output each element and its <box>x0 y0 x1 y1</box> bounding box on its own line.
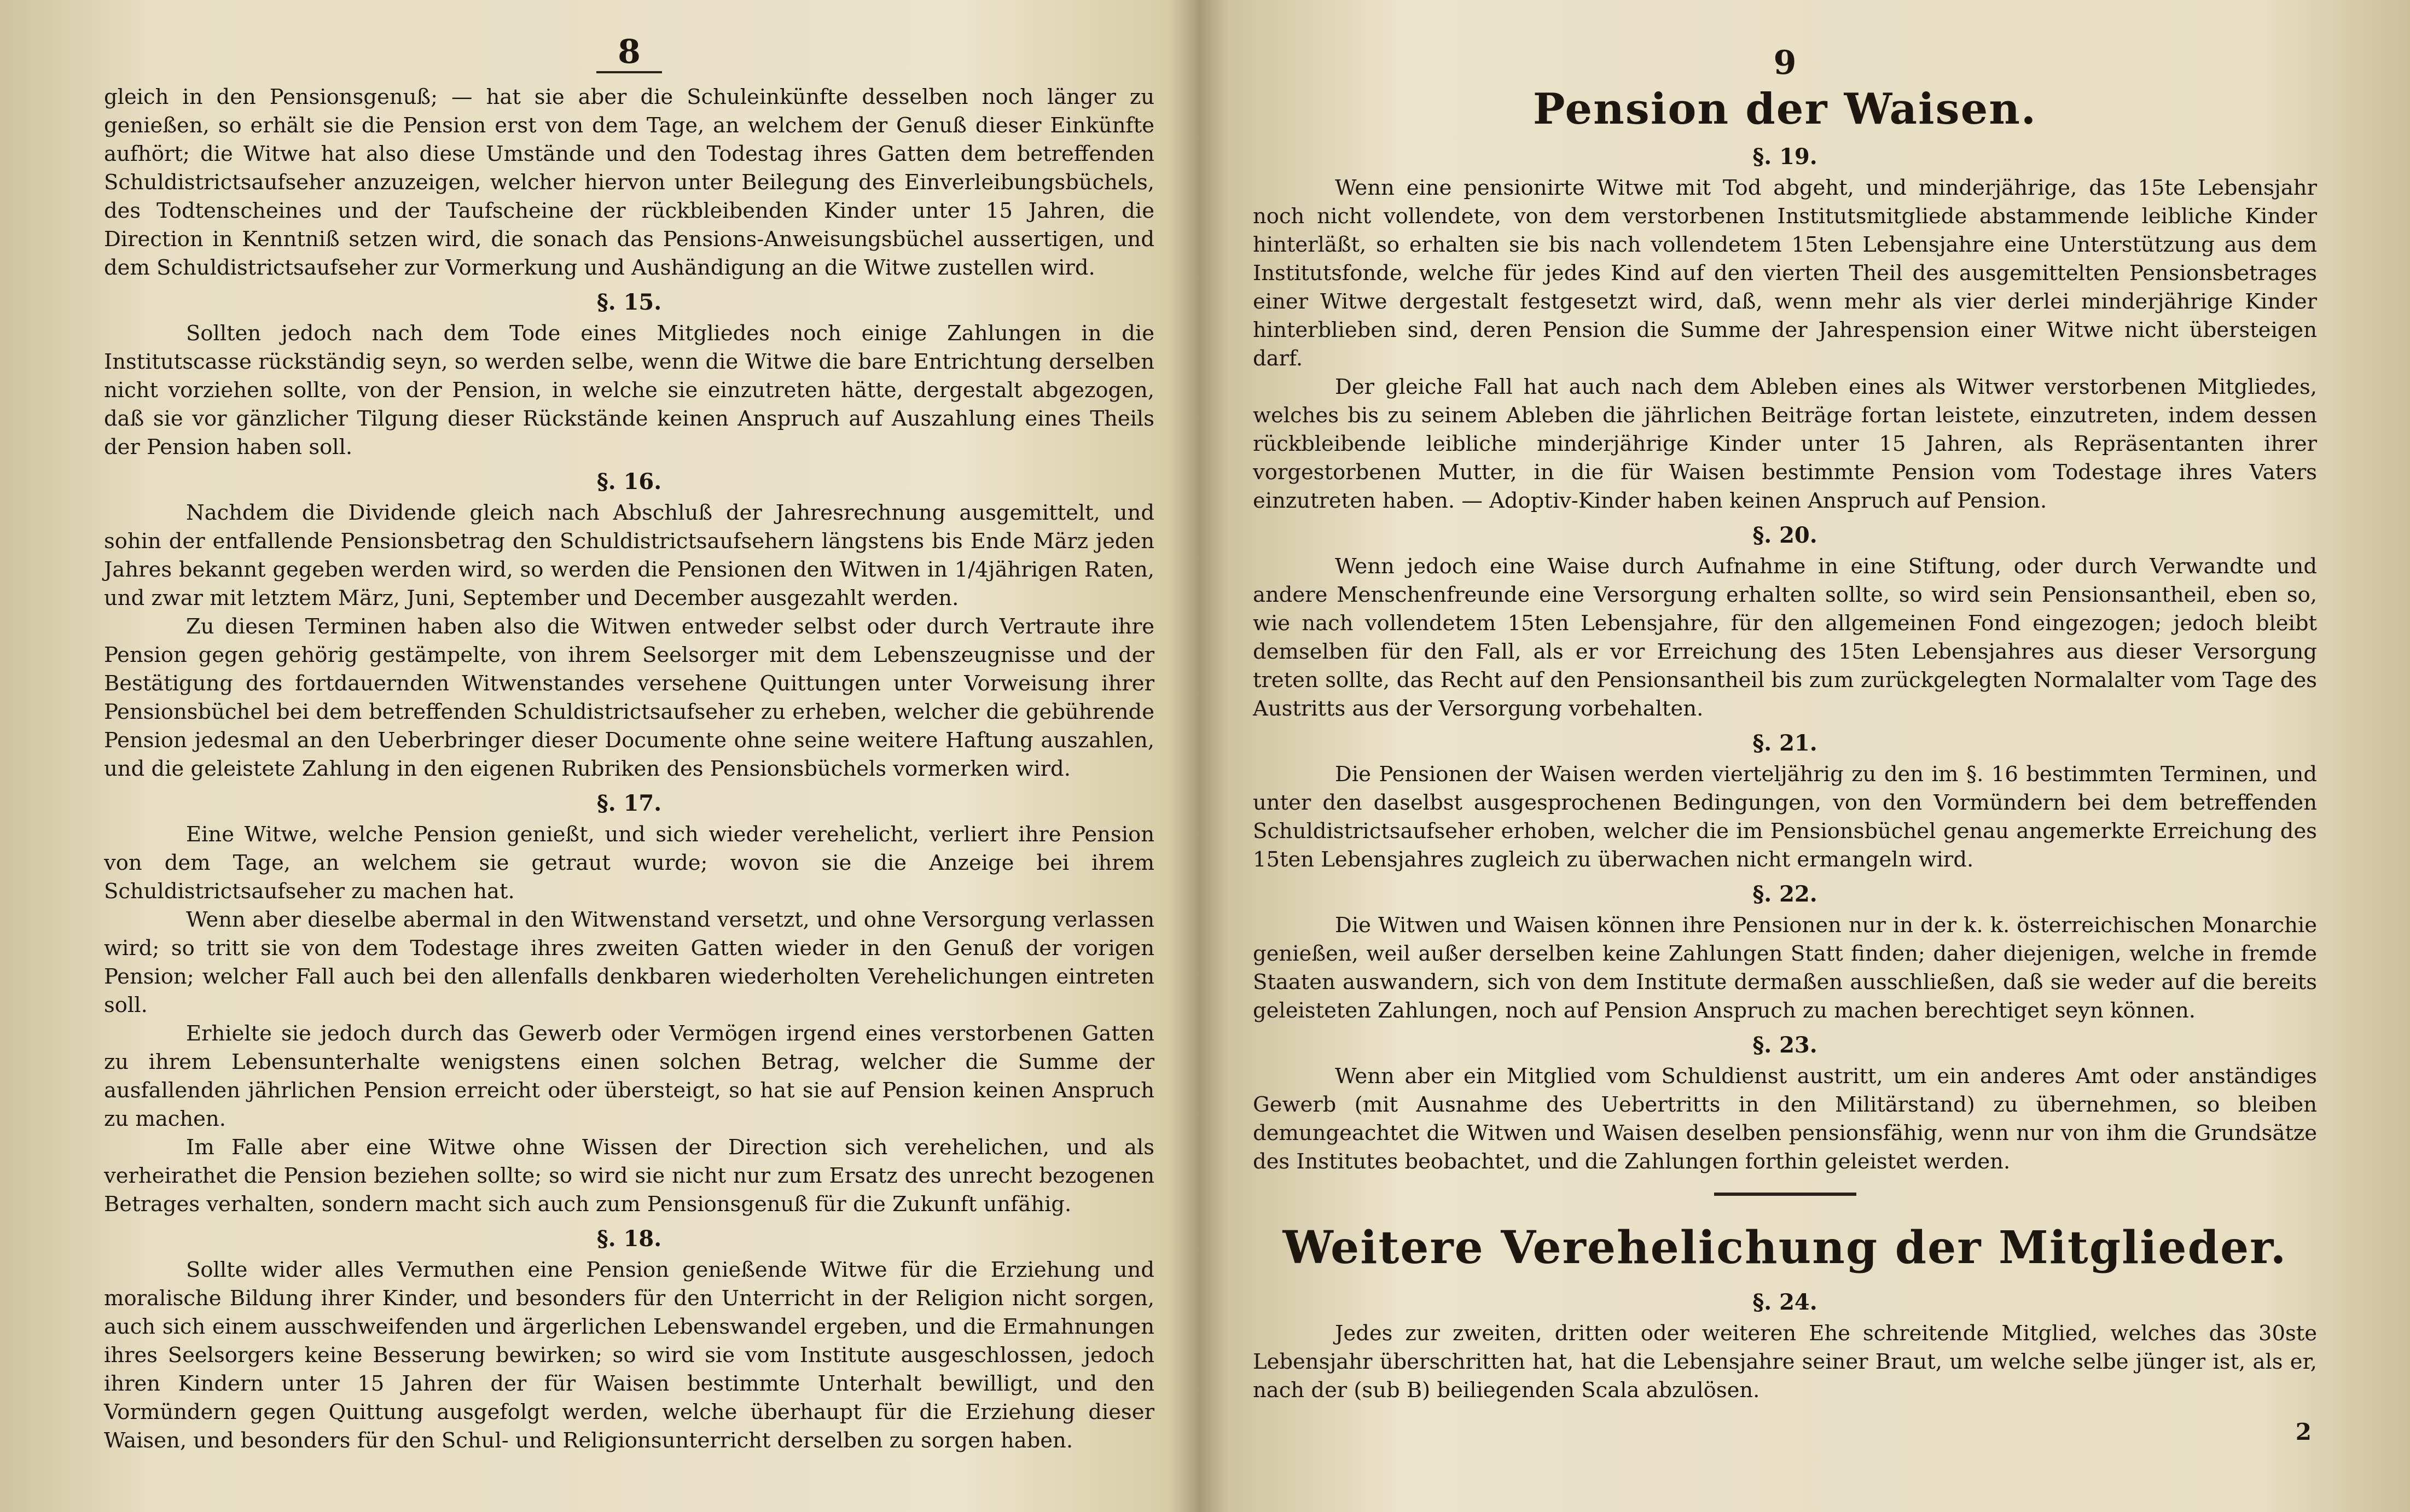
paragraph: Im Falle aber eine Witwe ohne Wissen der Direction sich verehelichen, und als verheirathet die Pension beziehen sollte; so wird sie nicht nur zum Ersatz des unrecht bezogenen Betrages verhalten, sondern macht sich auch zum Pensionsgenuß für die Zukunft unfähig. <box>104 1135 1154 1217</box>
section-number: §. 17. <box>596 790 662 816</box>
section-number: §. 16. <box>596 469 662 495</box>
paragraph: Eine Witwe, welche Pension genießt, und sich wieder verehelicht, verliert ihre Pension von dem Tage, an welchem sie getraut wurde; wovon sie die Anzeige bei ihrem Schuldistrictsaufseher zu machen hat. <box>104 822 1154 904</box>
paragraph: Wenn eine pensionirte Witwe mit Tod abgeht, und minderjährige, das 15te Lebensjahr noch nicht vollendete, von dem verstorbenen Institutsmitgliede abstammende leibliche Kinder hinterläßt, so erhalten sie bis nach vollendetem 15ten Lebensjahre eine Unterstützung aus dem Institutsfonde, welche für jedes Kind auf den vierten Theil des ausgemittelten Pensionsbetrages einer Witwe dergestalt festgesetzt wird, daß, wenn mehr als vier derlei minderjährige Kinder hinterblieben sind, deren Pension die Summe der Jahrespension einer Witwe nicht übersteigen darf. <box>1253 176 2317 371</box>
paragraph: Wenn jedoch eine Waise durch Aufnahme in eine Stiftung, oder durch Verwandte und andere Menschenfreunde eine Versorgung erhalten sollte, so wird sein Pensionsantheil, eben so, wie nach vollendetem 15ten Lebensjahre, für den allgemeinen Fond eingezogen; jedoch bleibt demselben für den Fall, als er vor Erreichung des 15ten Lebensjahres aus dieser Versorgung treten sollte, das Recht auf den Pensionsantheil bis zum zurückgelegten Normalalter vom Tage des Austritts aus der Versorgung vorbehalten. <box>1253 554 2317 721</box>
section-number: §. 22. <box>1752 881 1817 907</box>
paragraph: Zu diesen Terminen haben also die Witwen entweder selbst oder durch Vertraute ihre Pension gegen gehörig gestämpelte, von ihrem Seelsorger mit dem Lebenszeugnisse und der Bestätigung des fortdauernden Witwenstandes versehene Quittungen unter Vorweisung ihrer Pensionsbüchel bei dem betreffenden Schuldistrictsaufseher zu erheben, welcher die gebührende Pension jedesmal an den Ueberbringer dieser Documente ohne seine weitere Haftung auszahlen, und die geleistete Zahlung in den eigenen Rubriken des Pensionsbüchels vormerken wird. <box>104 614 1154 781</box>
section-number: §. 20. <box>1752 522 1817 548</box>
paragraph: Erhielte sie jedoch durch das Gewerb oder Vermögen irgend eines verstorbenen Gatten zu ihrem Lebensunterhalte wenigstens einen solchen Betrag, welcher die Summe der ausfallenden jährlichen Pension erreicht oder übersteigt, so hat sie auf Pension keinen Anspruch zu machen. <box>104 1021 1154 1131</box>
paragraph: Wenn aber ein Mitglied vom Schuldienst austritt, um ein anderes Amt oder anständiges Gewerb (mit Ausnahme des Uebertritts in den Militärstand) zu übernehmen, so bleiben demungeachtet die Witwen und Waisen deselben pensionsfähig, wenn nur von ihm die Grundsätze des Institutes beobachtet, und die Zahlungen forthin geleistet werden. <box>1253 1064 2317 1174</box>
section-number: §. 24. <box>1752 1289 1817 1315</box>
paragraph: Der gleiche Fall hat auch nach dem Ableben eines als Witwer verstorbenen Mitgliedes, welches bis zu seinem Ableben die jährlichen Beiträge fortan leistete, einzutreten, indem dessen rückbleibende leibliche minderjährige Kinder unter 15 Jahren, als Repräsentanten ihrer vorgestorbenen Mutter, in die für Waisen bestimmte Pension vom Todestage ihres Vaters einzutreten haben. — Adoptiv-Kinder haben keinen Anspruch auf Pension. <box>1253 375 2317 513</box>
right-page-text-bottom <box>1253 1288 2317 1405</box>
heading-pension-der-waisen: Pension der Waisen. <box>1532 84 2037 134</box>
section-number: §. 23. <box>1752 1032 1817 1058</box>
paragraph: Die Pensionen der Waisen werden vierteljährig zu den im §. 16 bestimmten Terminen, und unter den daselbst ausgesprochenen Bedingungen, von den Vormündern bei dem betreffenden Schuldistrictsaufseher erhoben, welcher die im Pensionsbüchel genau angemerkte Erreichung des 15ten Lebensjahres zugleich zu überwachen nicht ermangeln wird. <box>1253 762 2317 872</box>
right-page <box>1215 0 2410 1512</box>
section-divider <box>1714 1193 1856 1196</box>
left-page-text <box>104 83 1154 1455</box>
paragraph: Sollte wider alles Vermuthen eine Pension genießende Witwe für die Erziehung und moralische Bildung ihrer Kinder, und besonders für den Unterricht in der Religion nicht sorgen, auch sich einem ausschweifenden und ärgerlichen Lebenswandel ergeben, und die Ermahnungen ihres Seelsorgers keine Besserung bewirken; so wird sie vom Institute ausgeschlossen, jedoch ihren Kindern unter 15 Jahren der für Waisen bestimmte Unterhalt bewilligt, und den Vormündern gegen Quittung ausgefolgt werden, welche überhaupt für die Erziehung dieser Waisen, und besonders für den Schul- und Religionsunterricht derselben zu sorgen haben. <box>104 1258 1154 1453</box>
paragraph: Nachdem die Dividende gleich nach Abschluß der Jahresrechnung ausgemittelt, und sohin der entfallende Pensionsbetrag den Schuldistrictsaufsehern längstens bis Ende März jeden Jahres bekannt gegeben werden wird, so werden die Pensionen den Witwen in 1/4jährigen Raten, und zwar mit letztem März, Juni, September und December ausgezahlt werden. <box>104 501 1154 610</box>
section-number: §. 19. <box>1752 144 1817 170</box>
signature-mark: 2 <box>2295 1418 2312 1445</box>
heading-weitere-verehelichung: Weitere Verehelichung der Mitglieder. <box>1282 1222 2287 1274</box>
paragraph: gleich in den Pensionsgenuß; — hat sie aber die Schuleinkünfte desselben noch länger zu genießen, so erhält sie die Pension erst von dem Tage, an welchem der Genuß dieser Einkünfte aufhört; die Witwe hat also diese Umstände und den Todestag ihres Gatten dem betreffenden Schuldistrictsaufseher anzuzeigen, welcher hiervon unter Beilegung des Einverleibungsbüchels, des Todtenscheines und der Taufscheine der rückbleibenden Kinder unter 15 Jahren, die Direction in Kenntniß setzen wird, die sonach das Pensions-Anweisungsbüchel aussertigen, und dem Schuldistrictsaufseher zur Vormerkung und Aushändigung an die Witwe zustellen wird. <box>104 85 1154 280</box>
paragraph: Jedes zur zweiten, dritten oder weiteren Ehe schreitende Mitglied, welches das 30ste Lebensjahr überschritten hat, hat die Lebensjahre seiner Braut, um welche selbe jünger ist, als er, nach der (sub B) beiliegenden Scala abzulösen. <box>1253 1321 2317 1403</box>
section-number: §. 18. <box>596 1226 662 1252</box>
section-number: §. 15. <box>596 289 662 315</box>
paragraph: Die Witwen und Waisen können ihre Pensionen nur in der k. k. österreichischen Monarchie genießen, weil außer derselben keine Zahlungen Statt finden; daher diejenigen, welche in fremde Staaten auswandern, sich von dem Institute dermaßen ausschließen, daß sie weder auf die bereits geleisteten Zahlungen, noch auf Pension Anspruch zu machen berechtiget seyn können. <box>1253 913 2317 1023</box>
section-number: §. 21. <box>1752 730 1817 756</box>
paragraph: Sollten jedoch nach dem Tode eines Mitgliedes noch einige Zahlungen in die Institutscasse rückständig seyn, so werden selbe, wenn die Witwe die bare Entrichtung derselben nicht vorziehen sollte, von der Pension, in welche sie einzutreten hätte, dergestalt abgezogen, daß sie vor gänzlicher Tilgung dieser Rückstände keinen Anspruch auf Auszahlung eines Theils der Pension haben soll. <box>104 321 1154 460</box>
paragraph: Wenn aber dieselbe abermal in den Witwenstand versetzt, und ohne Versorgung verlassen wird; so tritt sie von dem Todestage ihres zweiten Gatten wieder in den Genuß der vorigen Pension; welcher Fall auch bei den allenfalls denkbaren wiederholten Verehelichungen eintreten soll. <box>104 908 1154 1017</box>
page-number-rule <box>596 71 662 73</box>
page-number-left: 8 <box>618 33 641 71</box>
left-page <box>0 0 1193 1512</box>
page-number-right: 9 <box>1773 44 1797 82</box>
right-page-text-top <box>1253 142 2317 1176</box>
